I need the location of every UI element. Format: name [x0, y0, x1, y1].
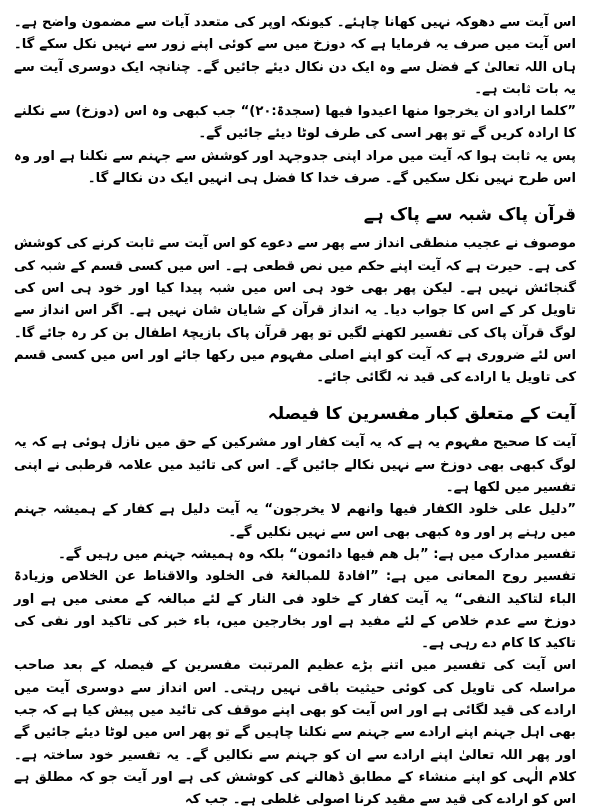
paragraph-5: آیت کا صحیح مفہوم یہ ہے کہ یہ آیت کفار اور مشرکین کے حق میں نازل ہوئی ہے کہ یہ لوگ کبھی بھی دوزخ سے نہیں نکالے جائیں گے۔ اس کی تائید میں علامہ قرطبی نے اپنی تفسیر میں لکھا ہے۔ [14, 435, 576, 496]
section-heading-commentators-verdict: آیت کے متعلق کبار مفسرین کا فیصلہ [267, 404, 576, 425]
paragraph-9: اس آیت کی تفسیر میں اتنے بڑے عظیم المرتبت مفسرین کے فیصلہ کے بعد صاحب مراسلہ کی تاویل کی کوئی حیثیت باقی نہیں رہتی۔ اس انداز سے دوسری آیت میں ارادے کی قید لگائی ہے اور اس آیت کو بھی اپنے موقف کی تائید میں پیش کیا ہے کہ جب بھی اہل جہنم اپنے ارادے سے جہنم سے نکلنا چاہیں گے تو پھر اس میں لوٹا دیئے جائیں گے اور پھر اللہ تعالیٰ اپنے ارادے سے ان کو جہنم سے نکالیں گے۔ یہ تفسیر خود ساختہ ہے۔ کلام الٰہی کو اپنے منشاء کے مطابق ڈھالنے کی کوشش کی ہے اور آیت جو کہ مطلق ہے اس کو ارادے کی قید سے مقید کرنا اصولی غلطی ہے۔ جب کہ [14, 658, 576, 808]
paragraph-1: اس آیت سے دھوکہ نہیں کھانا چاہئے۔ کیونکہ اوپر کی متعدد آیات سے مضمون واضح ہے۔ اس آیت میں صرف یہ فرمایا ہے کہ دوزخ میں سے کوئی اپنے زور سے نہیں نکل سکے گا۔ ہاں اللہ تعالیٰ کے فضل سے وہ ایک دن نکال دیئے جائیں گے۔ چنانچہ ایک دوسری آیت سے یہ بات ثابت ہے۔ [14, 15, 576, 97]
paragraph-8-ruh-al-maani-quote: تفسیر روح المعانی میں ہے: ”افادۃ للمبالغۃ فی الخلود والاقناط عن الخلاص وزیادۃ الباء لتاکید النفی“ یہ آیت کفار کے خلود فی النار کے لئے مبالغہ کے معنی میں ہے اور دوزخ سے عدم خلاص کے لئے مفید ہے اور بخارجین میں، باء خبر کی تاکید اور نفی کی تاکید کا کام دے رہی ہے۔ [14, 569, 576, 652]
paragraph-4: موصوف نے عجیب منطقی انداز سے پھر سے دعوے کو اس آیت سے ثابت کرنے کی کوشش کی ہے۔ حیرت ہے کہ آیت اپنے حکم میں نص قطعی ہے۔ اس میں کسی قسم کے شبہ کی گنجائش نہیں ہے۔ لیکن پھر بھی خود ہی اس میں شبہ پیدا کیا اور خود ہی اس کی تاویل کر کے اس کا جواب دیا۔ یہ انداز قرآن کے شایان شان نہیں ہے۔ اگر اس انداز سے لوگ قرآن پاک کی تفسیر لکھنے لگیں تو پھر قرآن پاک بازیچۂ اطفال بن کر رہ جائے گا۔ اس لئے ضروری ہے کہ آیت کو اپنے اصلی مفہوم میں رکھا جائے اور اس میں کسی قسم کی تاویل یا ارادے کی قید نہ لگائی جائے۔ [14, 236, 576, 386]
paragraph-6-qurtubi-quote: ”دلیل علی خلود الکفار فیھا وانھم لا یخرجون“ یہ آیت دلیل ہے کفار کے ہمیشہ جہنم میں رہنے پر اور وہ کبھی بھی اس سے نہیں نکلیں گے۔ [14, 502, 576, 540]
paragraph-2-quote-sajdah: ”کلما ارادو ان یخرجوا منھا اعیدوا فیھا (سجدۃ:٢٠)“ جب کبھی وہ اس (دوزخ) سے نکلنے کا ارادہ کریں گے تو پھر اسی کی طرف لوٹا دیئے جائیں گے۔ [14, 104, 576, 142]
paragraph-7-madarik-quote: تفسیر مدارک میں ہے: ”بل ھم فیھا دائمون“ بلکہ وہ ہمیشہ جہنم میں رہیں گے۔ [58, 546, 576, 562]
section-heading-quran-free-of-doubt: قرآن پاک شبہ سے پاک ہے [363, 205, 576, 226]
paragraph-3: پس یہ ثابت ہوا کہ آیت میں مراد اپنی جدوجہد اور کوشش سے جہنم سے نکلنا ہے اور وہ اس طرح نہیں نکل سکیں گے۔ صرف خدا کا فضل ہی انہیں ایک دن نکالے گا۔ [14, 148, 576, 187]
